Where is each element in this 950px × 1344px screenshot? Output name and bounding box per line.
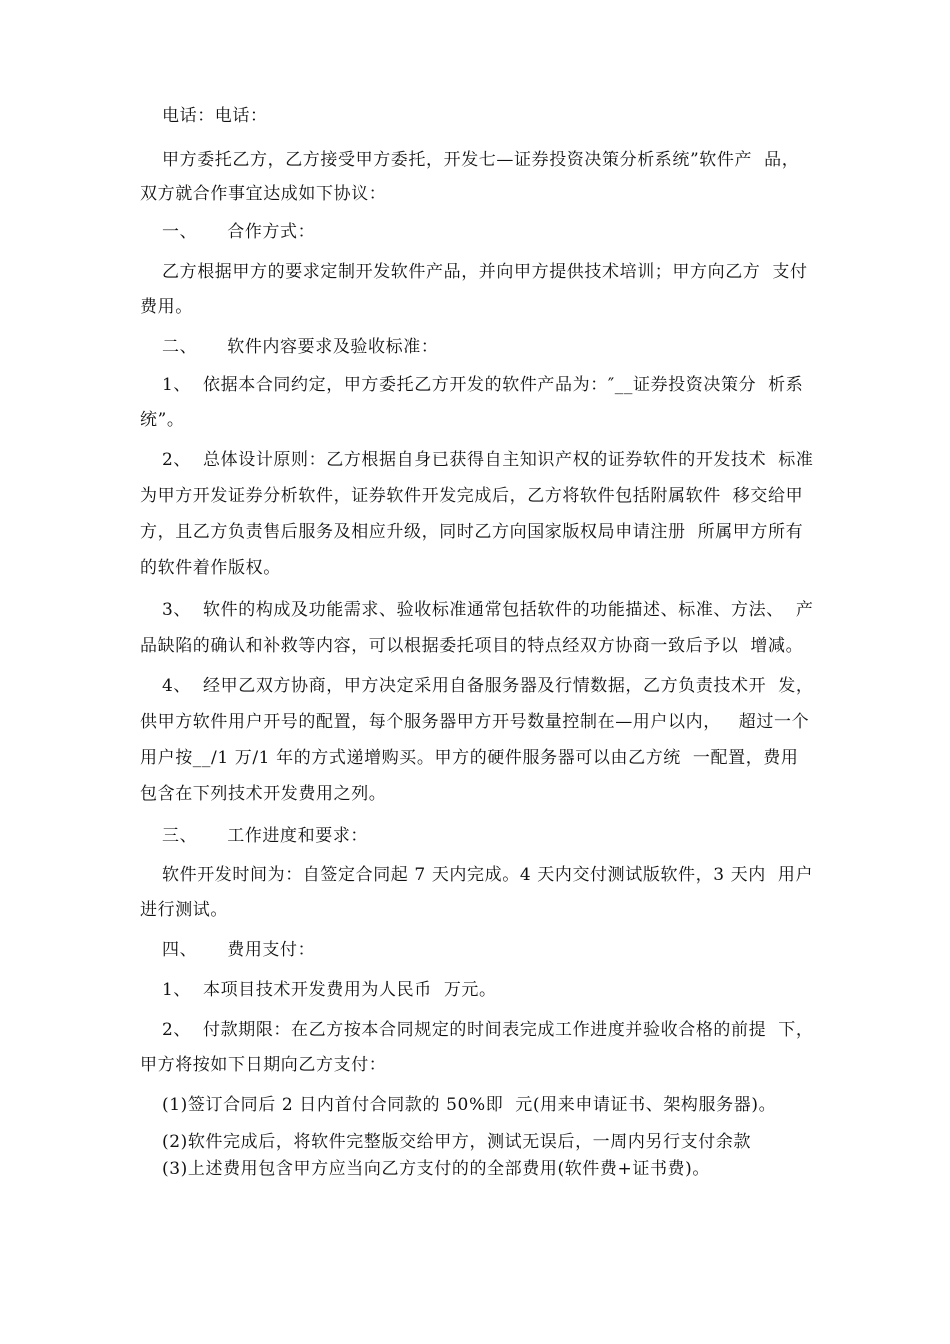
phone-line: 电话：电话： [162, 106, 268, 126]
item-2-4-line-3: 用户按__/1 万/1 年的方式递增购买。甲方的硬件服务器可以由乙方统 一配置，费用 [140, 748, 799, 768]
item-2-2-line-4: 的软件着作版权。 [140, 558, 281, 578]
item-2-4-line-2: 供甲方软件用户开号的配置，每个服务器甲方开号数量控制在—用户以内， 超过一个 [140, 712, 810, 732]
intro-line-2: 双方就合作事宜达成如下协议： [140, 184, 387, 204]
section-heading-4: 四、 费用支付： [162, 940, 316, 960]
paragraph-3-line-2: 进行测试。 [140, 900, 228, 920]
item-2-4-line-4: 包含在下列技术开发费用之列。 [140, 784, 387, 804]
item-2-2-line-3: 方，且乙方负责售后服务及相应升级，同时乙方向国家版权局申请注册 所属甲方所有 [140, 522, 804, 542]
item-2-3-line-1: 3、 软件的构成及功能需求、验收标准通常包括软件的功能描述、标准、方法、 产 [162, 600, 814, 620]
paragraph-1-line-2: 费用。 [140, 297, 193, 317]
item-2-2-line-1: 2、 总体设计原则：乙方根据自身已获得自主知识产权的证券软件的开发技术 标准 [162, 450, 814, 470]
paragraph-3-line-1: 软件开发时间为：自签定合同起 7 天内完成。4 天内交付测试版软件，3 天内 用户 [162, 865, 814, 885]
section-heading-2: 二、 软件内容要求及验收标准： [162, 337, 439, 357]
item-4-2-line-1: 2、 付款期限：在乙方按本合同规定的时间表完成工作进度并验收合格的前提 下， [162, 1020, 814, 1040]
item-4-2-line-2: 甲方将按如下日期向乙方支付： [140, 1055, 387, 1075]
section-heading-3: 三、 工作进度和要求： [162, 826, 369, 846]
payment-item-2: (2)软件完成后，将软件完整版交给甲方，测试无误后，一周内另行支付余款 [162, 1132, 752, 1152]
payment-item-3: (3)上述费用包含甲方应当向乙方支付的的全部费用(软件费+证书费)。 [162, 1159, 710, 1179]
item-4-1: 1、 本项目技术开发费用为人民币 万元。 [162, 980, 497, 1000]
item-2-4-line-1: 4、 经甲乙双方协商，甲方决定采用自备服务器及行情数据，乙方负责技术开 发， [162, 676, 814, 696]
item-2-2-line-2: 为甲方开发证券分析软件，证券软件开发完成后，乙方将软件包括附属软件 移交给甲 [140, 486, 804, 506]
section-heading-1: 一、 合作方式： [162, 222, 316, 242]
item-2-1-line-1: 1、 依据本合同约定，甲方委托乙方开发的软件产品为：″__证券投资决策分 析系 [162, 375, 804, 395]
payment-item-1: (1)签订合同后 2 日内首付合同款的 50%即 元(用来申请证书、架构服务器)。 [162, 1095, 777, 1115]
item-2-3-line-2: 品缺陷的确认和补救等内容，可以根据委托项目的特点经双方协商一致后予以 增减。 [140, 636, 804, 656]
intro-line-1: 甲方委托乙方，乙方接受甲方委托，开发七—证券投资决策分析系统”软件产 品， [162, 150, 800, 170]
item-2-1-line-2: 统”。 [140, 410, 185, 430]
paragraph-1-line-1: 乙方根据甲方的要求定制开发软件产品，并向甲方提供技术培训；甲方向乙方 支付 [162, 262, 808, 282]
